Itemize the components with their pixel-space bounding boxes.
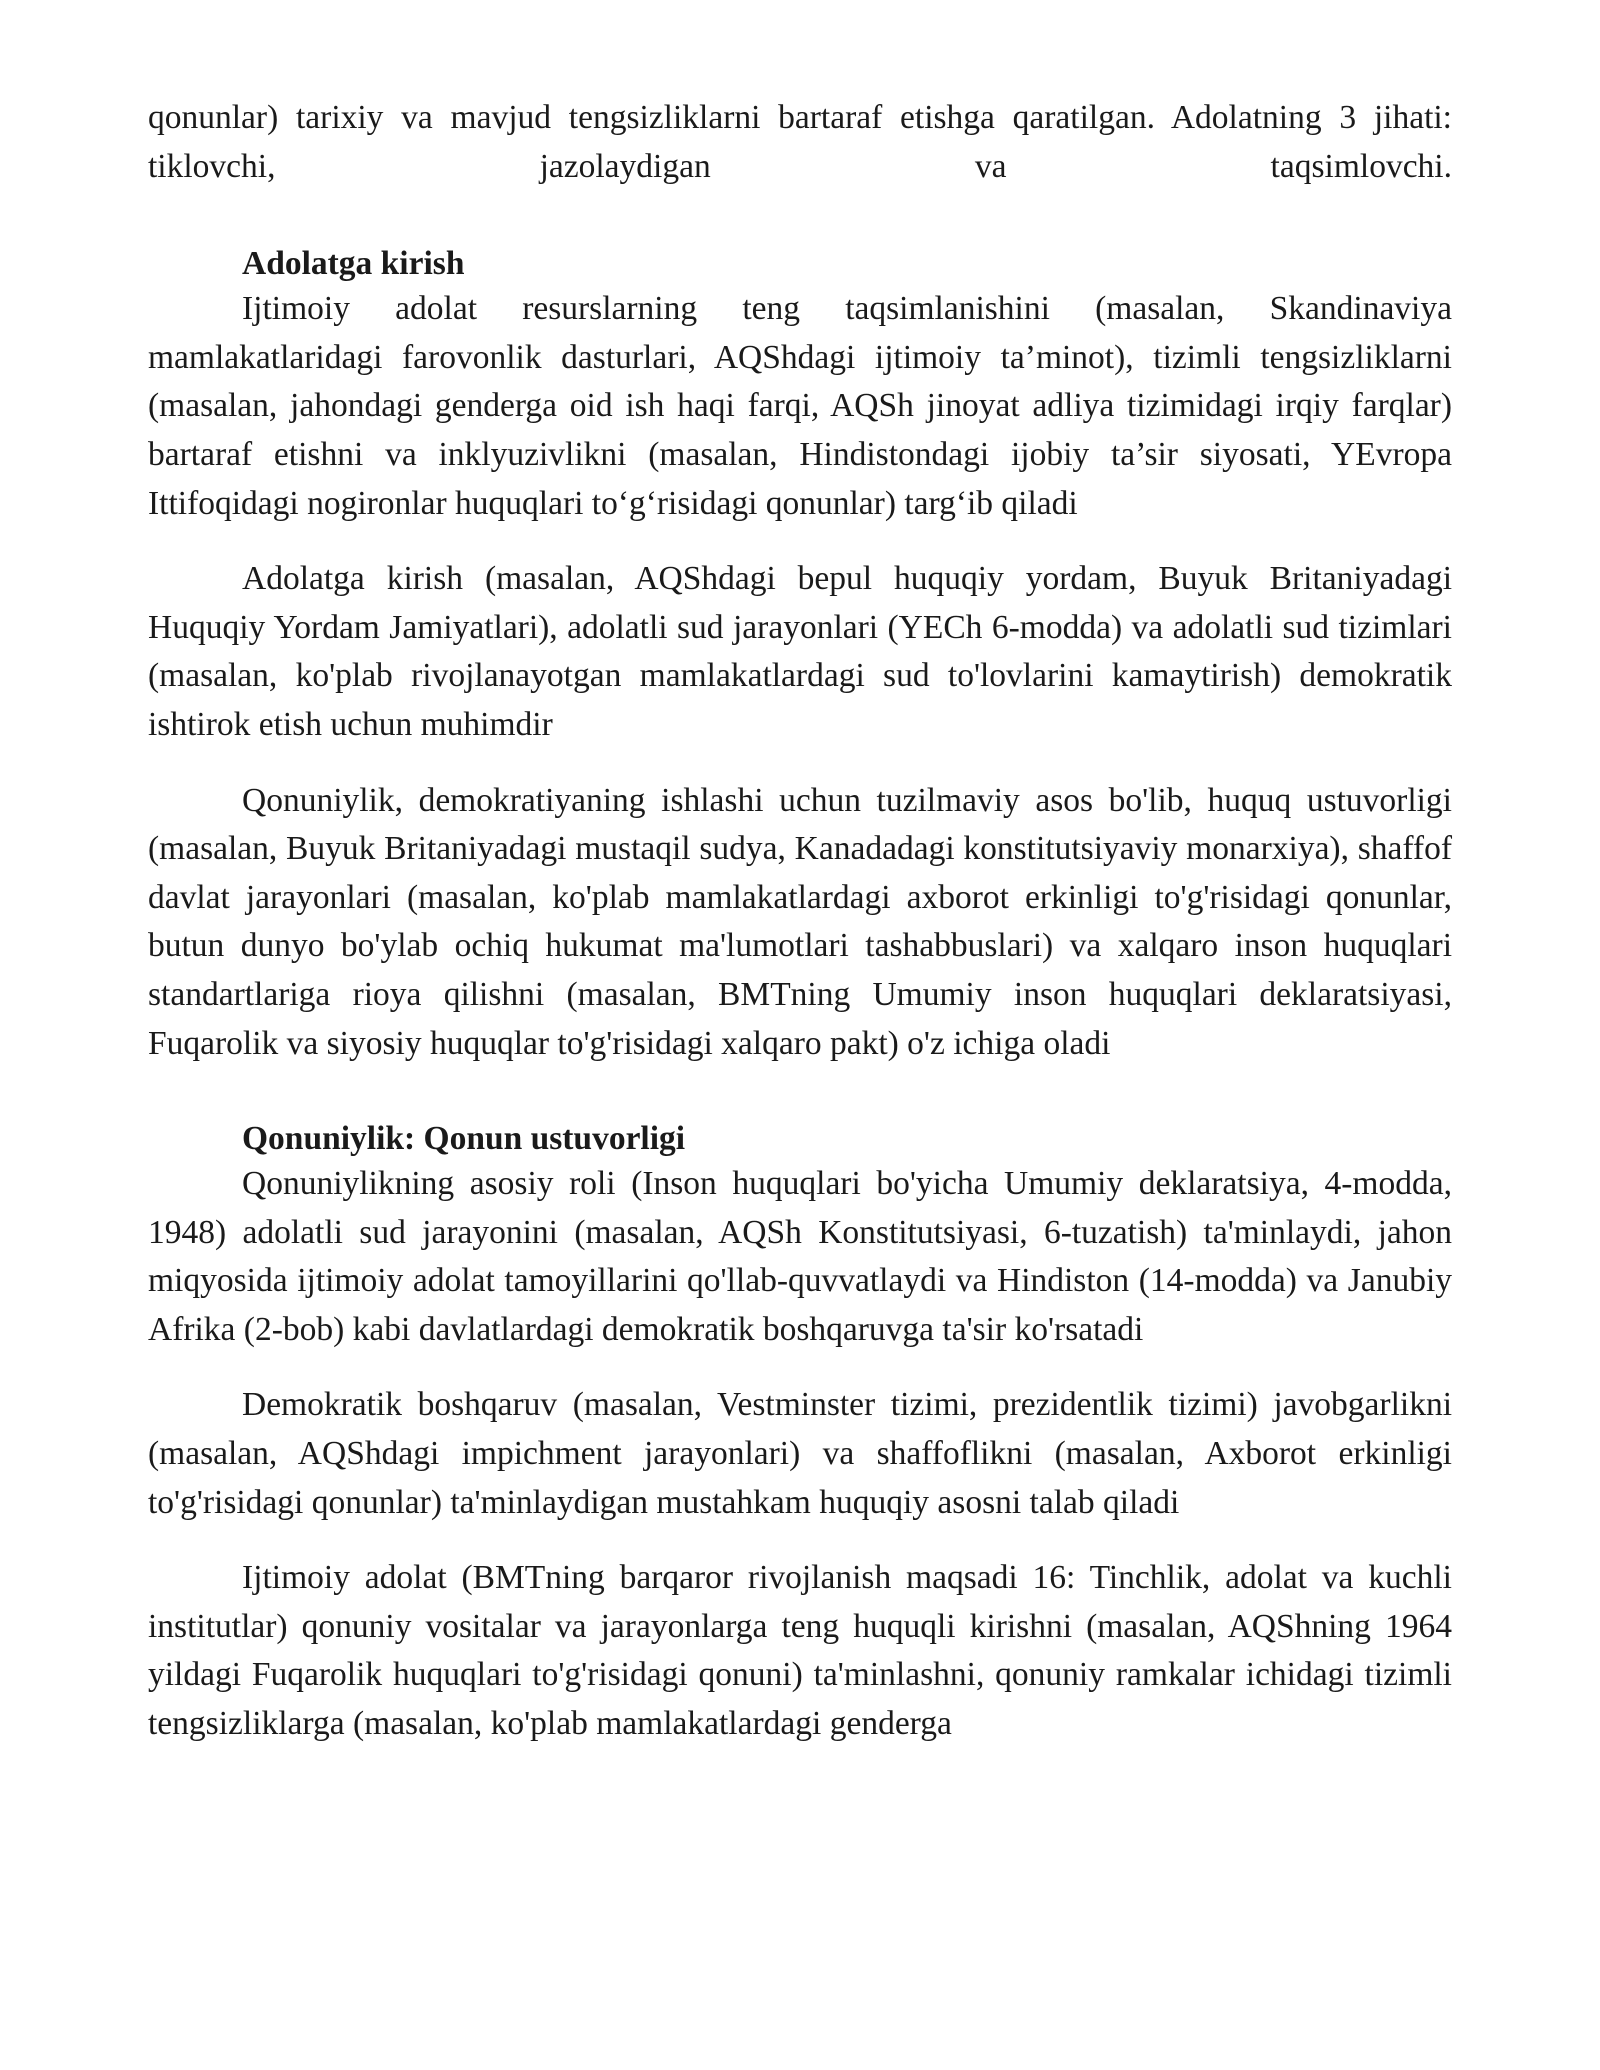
section-heading-qonuniylik: Qonuniylik: Qonun ustuvorligi — [242, 1120, 686, 1158]
document-page — [148, 94, 1452, 1749]
spacer — [148, 1527, 1452, 1554]
spacer — [148, 528, 1452, 555]
spacer — [148, 1068, 1452, 1118]
body-paragraph: Ijtimoiy adolat (BMTning barqaror rivojlanish maqsadi 16: Tinchlik, adolat va kuchli institutlar) qonuniy vositalar va jarayonlarga teng huquqli kirishni (masalan, AQShning 1964 yildagi Fuqarolik huquqlari to'g'risidagi qonuni) ta'minlashni, qonuniy ramkalar ichidagi tizimli tengsizliklarga (masalan, ko'plab mamlakatlardagi genderga — [148, 1559, 1452, 1743]
spacer — [148, 191, 1452, 243]
section-heading-adolatga-kirish: Adolatga kirish — [242, 245, 465, 283]
body-paragraph: Qonuniylik, demokratiyaning ishlashi uchun tuzilmaviy asos bo'lib, huquq ustuvorligi (masalan, Buyuk Britaniyadagi mustaqil sudya, Kanadadagi konstitutsiyaviy monarxiya), shaffof davlat jarayonlari (masalan, ko'plab mamlakatlardagi axborot erkinligi to'g'risidagi qonunlar, butun dunyo bo'ylab ochiq hukumat ma'lumotlari tashabbuslari) va xalqaro inson huquqlari standartlariga rioya qilishni (masalan, BMTning Umumiy inson huquqlari deklaratsiyasi, Fuqarolik va siyosiy huquqlar to'g'risidagi xalqaro pakt) o'z ichiga oladi — [148, 781, 1452, 1062]
continuation-paragraph: qonunlar) tarixiy va mavjud tengsizliklarni bartaraf etishga qaratilgan. Adolatning 3 jihati: tiklovchi, jazolaydigan va taqsimlovchi. — [148, 99, 1452, 185]
body-paragraph: Adolatga kirish (masalan, AQShdagi bepul huquqiy yordam, Buyuk Britaniyadagi Huquqiy Yordam Jamiyatlari), adolatli sud jarayonlari (YECh 6-modda) va adolatli sud tizimlari (masalan, ko'plab rivojlanayotgan mamlakatlardagi sud to'lovlarini kamaytirish) demokratik ishtirok etish uchun muhimdir — [148, 560, 1452, 743]
body-paragraph: Qonuniylikning asosiy roli (Inson huquqlari bo'yicha Umumiy deklaratsiya, 4-modda, 1948) adolatli sud jarayonini (masalan, AQSh Konstitutsiyasi, 6-tuzatish) ta'minlaydi, jahon miqyosida ijtimoiy adolat tamoyillarini qo'llab-quvvatlaydi va Hindiston (14-modda) va Janubiy Afrika (2-bob) kabi davlatlardagi demokratik boshqaruvga ta'sir ko'rsatadi — [148, 1165, 1452, 1348]
body-paragraph: Ijtimoiy adolat resurslarning teng taqsimlanishini (masalan, Skandinaviya mamlakatlaridagi farovonlik dasturlari, AQShdagi ijtimoiy ta’minot), tizimli tengsizliklarni (masalan, jahondagi genderga oid ish haqi farqi, AQSh jinoyat adliya tizimidagi irqiy farqlar) bartaraf etishni va inklyuzivlikni (masalan, Hindistondagi ijobiy ta’sir siyosati, YEvropa Ittifoqidagi nogironlar huquqlari to‘g‘risidagi qonunlar) targ‘ib qiladi — [148, 290, 1452, 522]
body-paragraph: Demokratik boshqaruv (masalan, Vestminster tizimi, prezidentlik tizimi) javobgarlikni (masalan, AQShdagi impichment jarayonlari) va shaffoflikni (masalan, Axborot erkinligi to'g'risidagi qonunlar) ta'minlaydigan mustahkam huquqiy asosni talab qiladi — [148, 1386, 1452, 1521]
spacer — [148, 750, 1452, 777]
spacer — [148, 1354, 1452, 1381]
